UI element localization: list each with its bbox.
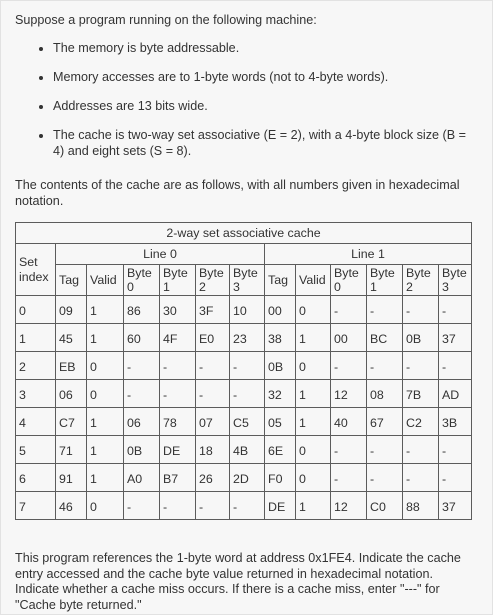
table-row [16, 380, 472, 408]
byte-cell: 88 [403, 492, 439, 520]
byte-cell: - [331, 436, 367, 464]
valid-cell: 1 [296, 492, 331, 520]
valid-cell: 1 [296, 380, 331, 408]
byte-cell: DE [160, 436, 196, 464]
set-index-cell: 0 [16, 296, 56, 324]
list-item: • Addresses are 13 bits wide. [53, 98, 478, 114]
tag-header: Tag [265, 265, 296, 296]
byte-cell: 60 [124, 324, 160, 352]
tag-cell: 71 [56, 436, 87, 464]
byte-cell: 12 [331, 380, 367, 408]
byte-cell: - [230, 352, 265, 380]
set-index-cell: 4 [16, 408, 56, 436]
byte-cell: 07 [196, 408, 230, 436]
tag-cell: 46 [56, 492, 87, 520]
valid-header: Valid [296, 265, 331, 296]
set-index-cell: 6 [16, 464, 56, 492]
tag-cell: 38 [265, 324, 296, 352]
table-row [16, 352, 472, 380]
byte-cell: - [124, 492, 160, 520]
set-index-cell: 2 [16, 352, 56, 380]
tag-cell: 0B [265, 352, 296, 380]
byte-cell: 06 [124, 408, 160, 436]
cache-table [15, 222, 472, 520]
byte-cell: - [439, 436, 472, 464]
byte-cell: - [367, 296, 403, 324]
list-item: • The memory is byte addressable. [53, 40, 478, 56]
byte-cell: 3B [439, 408, 472, 436]
tag-cell: 05 [265, 408, 296, 436]
byte-header: Byte 0 [124, 265, 160, 296]
valid-cell: 0 [87, 352, 124, 380]
byte-header: Byte 2 [403, 265, 439, 296]
byte-header: Byte 1 [160, 265, 196, 296]
tag-cell: 00 [265, 296, 296, 324]
byte-cell: C2 [403, 408, 439, 436]
byte-header: Byte 3 [230, 265, 265, 296]
byte-header: Byte 2 [196, 265, 230, 296]
byte-cell: C0 [367, 492, 403, 520]
tag-cell: EB [56, 352, 87, 380]
byte-cell: 3F [196, 296, 230, 324]
byte-cell: 10 [230, 296, 265, 324]
byte-cell: - [331, 296, 367, 324]
byte-cell: 26 [196, 464, 230, 492]
table-caption: 2-way set associative cache [16, 223, 472, 244]
tag-cell: 32 [265, 380, 296, 408]
byte-cell: C5 [230, 408, 265, 436]
byte-cell: A0 [124, 464, 160, 492]
tag-cell: C7 [56, 408, 87, 436]
byte-cell: - [124, 352, 160, 380]
byte-cell: 40 [331, 408, 367, 436]
list-item: • Memory accesses are to 1-byte words (not to 4-byte words). [53, 69, 478, 85]
set-index-header: Set index [16, 244, 56, 296]
valid-cell: 1 [87, 408, 124, 436]
byte-cell: - [196, 380, 230, 408]
set-index-cell: 3 [16, 380, 56, 408]
valid-header: Valid [87, 265, 124, 296]
table-row [16, 296, 472, 324]
tag-cell: 06 [56, 380, 87, 408]
byte-cell: - [367, 436, 403, 464]
byte-cell: 23 [230, 324, 265, 352]
contents-text: The contents of the cache are as follows, with all numbers given in hexadecimal notation. [15, 178, 460, 208]
byte-header: Byte 0 [331, 265, 367, 296]
line1-header: Line 1 [265, 244, 472, 265]
byte-cell: - [439, 352, 472, 380]
byte-cell: - [439, 464, 472, 492]
byte-cell: - [160, 380, 196, 408]
byte-cell: - [403, 352, 439, 380]
table-row [16, 492, 472, 520]
set-index-cell: 5 [16, 436, 56, 464]
byte-cell: 4B [230, 436, 265, 464]
byte-cell: 0B [403, 324, 439, 352]
byte-cell: - [230, 492, 265, 520]
valid-cell: 0 [296, 464, 331, 492]
byte-cell: - [331, 464, 367, 492]
byte-cell: AD [439, 380, 472, 408]
byte-cell: - [196, 352, 230, 380]
byte-cell: - [124, 380, 160, 408]
byte-cell: 00 [331, 324, 367, 352]
byte-cell: - [160, 492, 196, 520]
column-header-row [16, 265, 472, 296]
byte-cell: 86 [124, 296, 160, 324]
byte-cell: 0B [124, 436, 160, 464]
byte-header: Byte 3 [439, 265, 472, 296]
intro-text: Suppose a program running on the following machine: [15, 13, 317, 27]
valid-cell: 1 [87, 464, 124, 492]
tag-header: Tag [56, 265, 87, 296]
byte-cell: 67 [367, 408, 403, 436]
table-row [16, 408, 472, 436]
valid-cell: 1 [296, 324, 331, 352]
byte-cell: - [403, 436, 439, 464]
valid-cell: 0 [296, 296, 331, 324]
table-row [16, 464, 472, 492]
byte-cell: 7B [403, 380, 439, 408]
valid-cell: 0 [296, 436, 331, 464]
set-index-cell: 1 [16, 324, 56, 352]
table-caption-row [16, 223, 472, 244]
list-item: • The cache is two-way set associative (E = 2), with a 4-byte block size (B = 4) and eight sets (S = 8). [53, 127, 478, 159]
line0-header: Line 0 [56, 244, 265, 265]
byte-cell: - [403, 296, 439, 324]
machine-properties-list [15, 40, 478, 159]
byte-cell: 30 [160, 296, 196, 324]
byte-cell: E0 [196, 324, 230, 352]
byte-cell: 2D [230, 464, 265, 492]
byte-cell: - [331, 352, 367, 380]
valid-cell: 1 [296, 408, 331, 436]
tag-cell: F0 [265, 464, 296, 492]
byte-header: Byte 1 [367, 265, 403, 296]
valid-cell: 0 [296, 352, 331, 380]
byte-cell: - [160, 352, 196, 380]
table-row [16, 324, 472, 352]
tag-cell: 45 [56, 324, 87, 352]
byte-cell: 78 [160, 408, 196, 436]
byte-cell: - [439, 296, 472, 324]
byte-cell: - [196, 492, 230, 520]
byte-cell: BC [367, 324, 403, 352]
byte-cell: - [367, 464, 403, 492]
byte-cell: 12 [331, 492, 367, 520]
valid-cell: 1 [87, 296, 124, 324]
byte-cell: - [367, 352, 403, 380]
byte-cell: 4F [160, 324, 196, 352]
set-index-cell: 7 [16, 492, 56, 520]
tag-cell: 6E [265, 436, 296, 464]
byte-cell: - [403, 464, 439, 492]
valid-cell: 1 [87, 436, 124, 464]
question-text: This program references the 1-byte word at address 0x1FE4. Indicate the cache entry accessed and the cache byte value returned in hexadecimal notation. Indicate whether a cache miss occurs. If there is a cache miss, enter "---" for "Cache byte returned." [15, 551, 461, 612]
tag-cell: 91 [56, 464, 87, 492]
byte-cell: 18 [196, 436, 230, 464]
byte-cell: - [230, 380, 265, 408]
line-header-row [16, 244, 472, 265]
byte-cell: 08 [367, 380, 403, 408]
valid-cell: 0 [87, 492, 124, 520]
tag-cell: 09 [56, 296, 87, 324]
table-row [16, 436, 472, 464]
byte-cell: 37 [439, 492, 472, 520]
valid-cell: 1 [87, 324, 124, 352]
tag-cell: DE [265, 492, 296, 520]
byte-cell: B7 [160, 464, 196, 492]
valid-cell: 0 [87, 380, 124, 408]
byte-cell: 37 [439, 324, 472, 352]
